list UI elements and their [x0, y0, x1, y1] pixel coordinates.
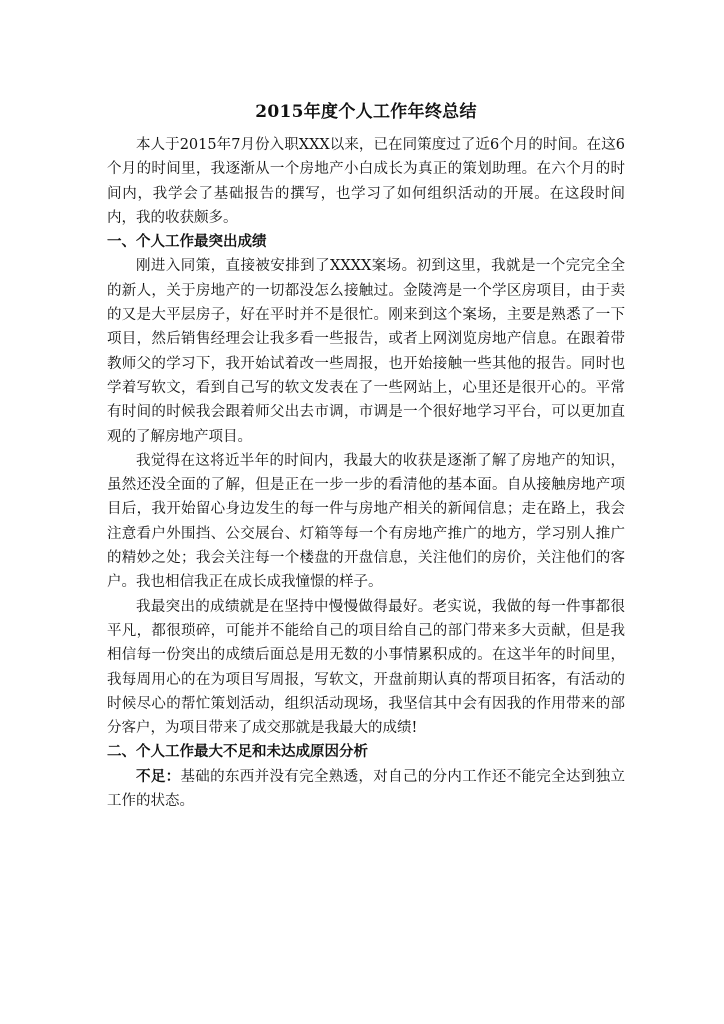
section-2-heading: 二、个人工作最大不足和未达成原因分析 — [107, 744, 368, 761]
document-page — [107, 100, 625, 813]
shortcoming-label: 不足： — [136, 768, 181, 785]
section-1-paragraph-2: 我觉得在这将近半年的时间内，我最大的收获是逐渐了解了房地产的知识，虽然还没全面的了解，但是正在一步一步的看清他的基本面。自从接触房地产项目后，我开始留心身边发生的每一件与房地产相关的新闻信息；走在路上，我会注意看户外围挡、公交展台、灯箱等每一个有房地产推广的地方，学习别人推广的精妙之处；我会关注每一个楼盘的开盘信息，关注他们的房价，关注他们的客户。我也相信我正在成长成我憧憬的样子。 — [107, 452, 625, 591]
shortcoming-text: 基础的东西并没有完全熟透，对自己的分内工作还不能完全达到独立工作的状态。 — [107, 768, 625, 810]
document-title: 2015年度个人工作年终总结 — [255, 102, 477, 122]
section-2-paragraph — [107, 765, 625, 814]
section-1-paragraph-1: 刚进入同策，直接被安排到了XXXX案场。初到这里，我就是一个完完全全的新人，关于房地产的一切都没怎么接触过。金陵湾是一个学区房项目，由于卖的又是大平层房子，好在平时并不是很忙。刚来到这个案场，主要是熟悉了一下项目，然后销售经理会让我多看一些报告，或者上网浏览房地产信息。在跟着带教师父的学习下，我开始试着改一些周报，也开始接触一些其他的报告。同时也学着写软文，看到自己写的软文发表在了一些网站上，心里还是很开心的。平常有时间的时候我会跟着师父出去市调，市调是一个很好地学习平台，可以更加直观的了解房地产项目。 — [107, 258, 625, 445]
section-1-heading: 一、个人工作最突出成绩 — [107, 234, 267, 251]
section-1-paragraph-3: 我最突出的成绩就是在坚持中慢慢做得最好。老实说，我做的每一件事都很平凡，都很琐碎，可能并不能给自己的项目给自己的部门带来多大贡献，但是我相信每一份突出的成绩后面总是用无数的小事情累积成的。在这半年的时间里，我每周用心的在为项目写周报，写软文，开盘前期认真的帮项目拓客，有活动的时候尽心的帮忙策划活动，组织活动现场，我坚信其中会有因我的作用带来的部分客户，为项目带来了成交那就是我最大的成绩! — [107, 598, 625, 737]
intro-paragraph: 本人于2015年7月份入职XXX以来，已在同策度过了近6个月的时间。在这6个月的时间里，我逐渐从一个房地产小白成长为真正的策划助理。在六个月的时间内，我学会了基础报告的撰写，也学习了如何组织活动的开展。在这段时间内，我的收获颇多。 — [107, 137, 625, 226]
